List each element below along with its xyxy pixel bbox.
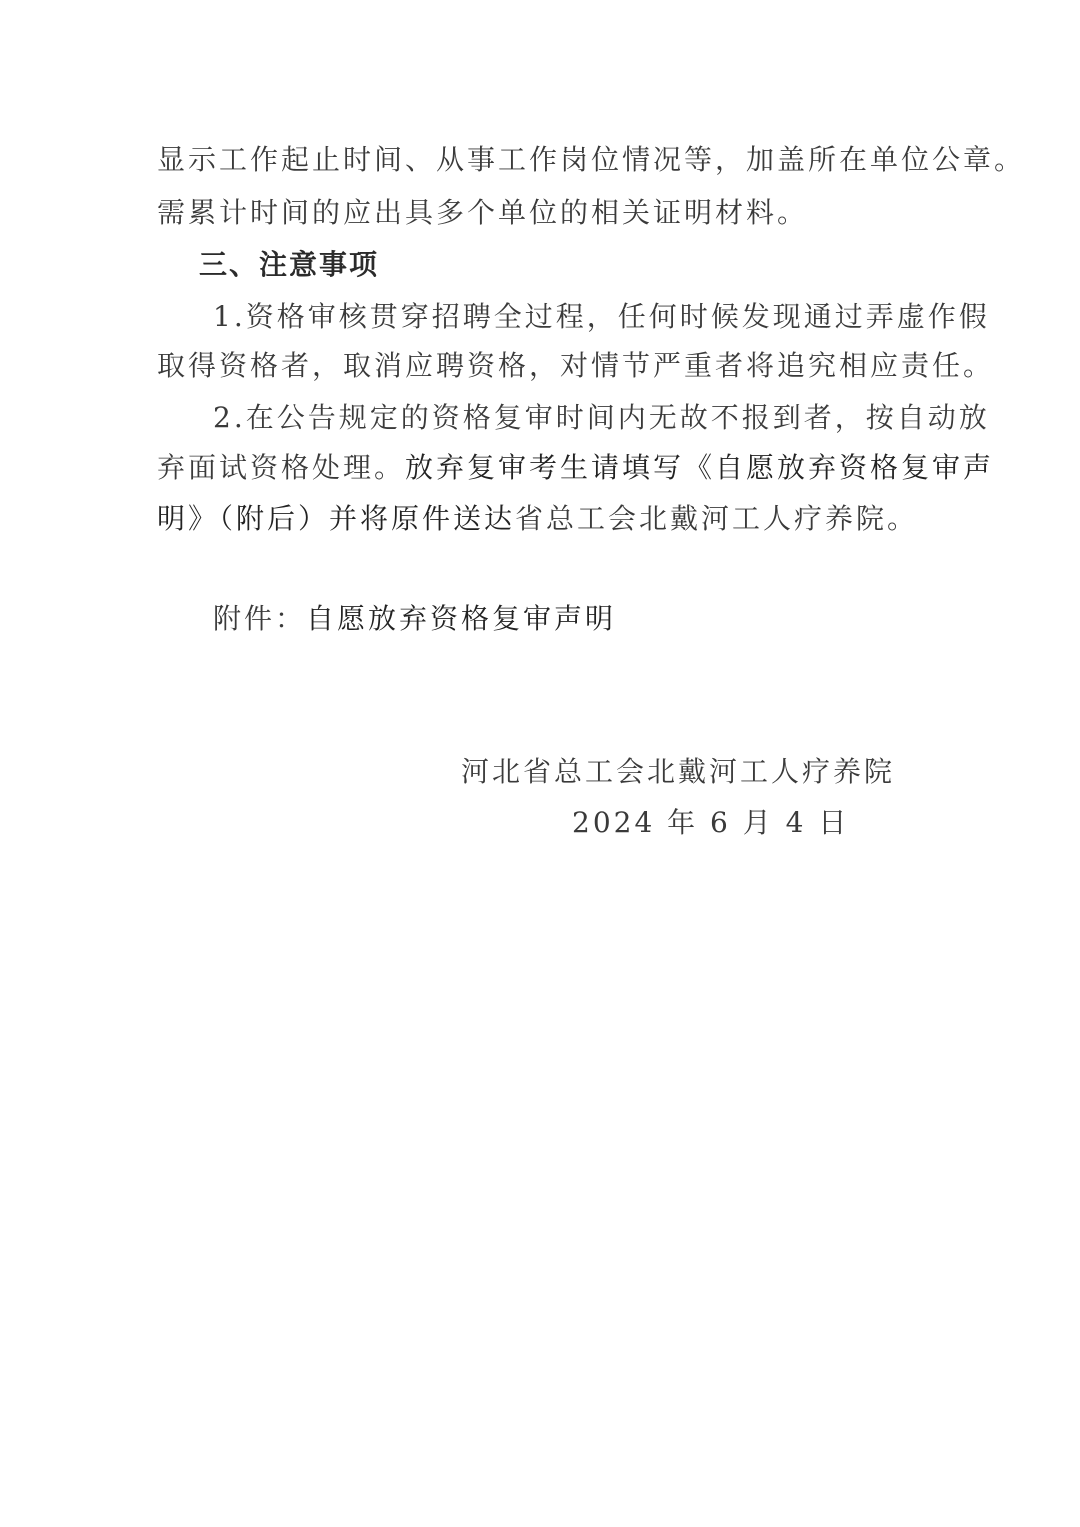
section-heading: 三、注意事项 — [199, 248, 380, 281]
attachment-prefix: 附件： — [213, 602, 307, 635]
body-line-6 — [157, 448, 994, 488]
attachment-line — [213, 599, 616, 639]
body-line-5: 2.在公告规定的资格复审时间内无故不报到者，按自动放 — [213, 401, 990, 434]
body-line-7 — [157, 499, 918, 539]
signature-date: 2024 年 6 月 4 日 — [572, 806, 850, 839]
attachment-title: 自愿放弃资格复审声明 — [306, 602, 617, 635]
body-line-4: 取得资格者，取消应聘资格，对情节严重者将追究相应责任。 — [157, 349, 995, 382]
signature-organization: 河北省总工会北戴河工人疗养院 — [461, 755, 896, 788]
body-line-3: 1.资格审核贯穿招聘全过程，任何时候发现通过弄虚作假 — [213, 300, 990, 333]
body-line-6-part-b: 放弃复审考生请填写《自愿放弃资格复审声 — [405, 451, 995, 484]
body-line-6-part-a: 弃面试资格处理。 — [157, 451, 406, 484]
body-line-2: 需累计时间的应出具多个单位的相关证明材料。 — [157, 196, 809, 229]
body-line-7-part-b: 省总工会北戴河工人疗养院。 — [515, 502, 919, 535]
body-line-7-part-a: 明》（附后）并将原件送达 — [157, 502, 516, 535]
body-line-1: 显示工作起止时间、从事工作岗位情况等，加盖所在单位公章。 — [157, 143, 1026, 176]
